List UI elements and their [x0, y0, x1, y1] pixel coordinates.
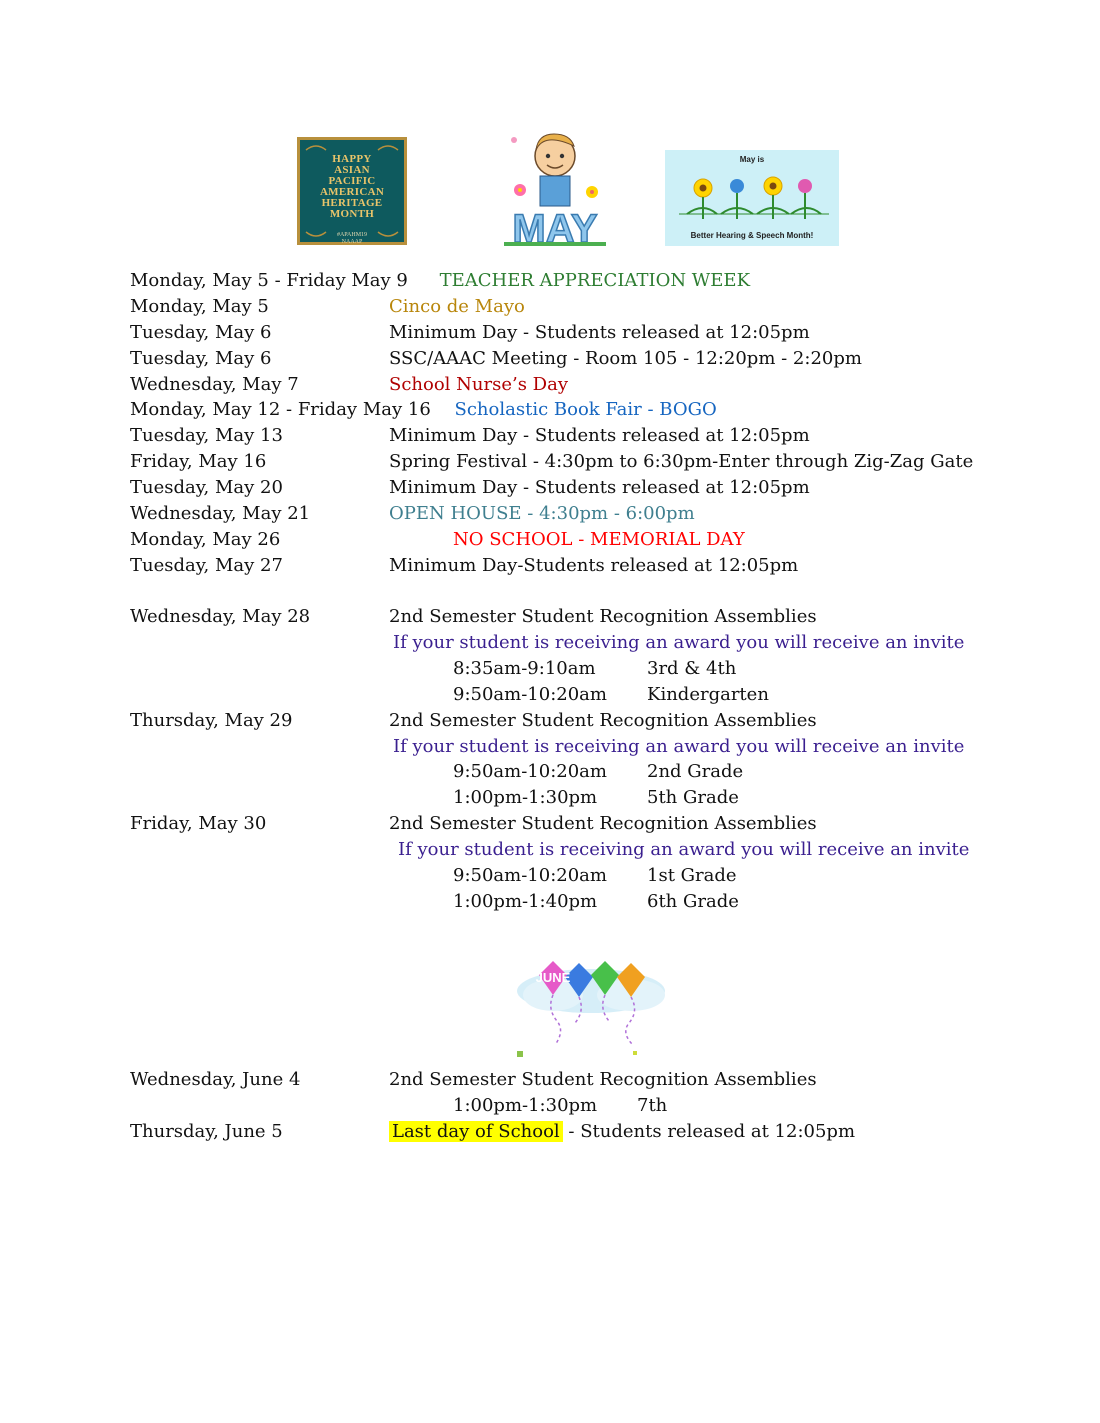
- assembly-title: 2nd Semester Student Recognition Assemblies: [389, 606, 817, 627]
- event-name: NO SCHOOL - MEMORIAL DAY: [453, 529, 745, 550]
- last-day-date: Thursday, June 5: [130, 1121, 283, 1142]
- event-date: Tuesday, May 13: [130, 425, 283, 446]
- assembly-date: Friday, May 30: [130, 813, 267, 834]
- ornament-icon: [300, 140, 404, 242]
- event-row: [130, 423, 1030, 449]
- event-date: Monday, May 5: [130, 296, 269, 317]
- june-assembly-date: Wednesday, June 4: [130, 1069, 301, 1090]
- assembly-slot-grade: 3rd & 4th: [647, 658, 737, 679]
- june-word: JUNE: [535, 970, 571, 985]
- apahm-image: [297, 137, 407, 245]
- assembly-row: [130, 811, 1030, 837]
- event-date: Tuesday, May 6: [130, 322, 272, 343]
- june-assembly-grade: 7th: [637, 1095, 668, 1116]
- event-date: Wednesday, May 21: [130, 503, 311, 524]
- event-row: [130, 475, 1030, 501]
- apahm-title: HAPPY ASIAN PACIFIC AMERICAN HERITAGE MONTH: [319, 153, 385, 220]
- hearing-top-text: May is: [739, 155, 765, 164]
- event-name: Spring Festival - 4:30pm to 6:30pm-Enter through Zig-Zag Gate: [389, 451, 974, 472]
- event-row: [130, 501, 1030, 527]
- assembly-title: 2nd Semester Student Recognition Assemblies: [389, 710, 817, 731]
- assembly-slot-time: 9:50am-10:20am: [453, 865, 607, 886]
- event-date: Tuesday, May 27: [130, 555, 283, 576]
- june-assembly-row: [130, 1067, 1030, 1093]
- event-name: Minimum Day - Students released at 12:05pm: [389, 425, 810, 446]
- hearing-speech-image: [665, 150, 839, 246]
- event-row: [130, 294, 1030, 320]
- event-row: [130, 553, 1030, 579]
- event-name: Minimum Day - Students released at 12:05pm: [389, 322, 810, 343]
- june-assembly-title: 2nd Semester Student Recognition Assemblies: [389, 1069, 817, 1090]
- apahm-tags: #APAHM19 NAAAP: [336, 232, 368, 245]
- event-date: Friday, May 16: [130, 451, 267, 472]
- assembly-slot-grade: 1st Grade: [647, 865, 737, 886]
- assembly-date: Thursday, May 29: [130, 710, 293, 731]
- assembly-row: [130, 604, 1030, 630]
- event-name: TEACHER APPRECIATION WEEK: [439, 270, 751, 291]
- event-row: [130, 372, 1030, 398]
- event-date: Monday, May 26: [130, 529, 281, 550]
- event-row: [130, 346, 1030, 372]
- may-boy-clipart: [500, 130, 610, 248]
- event-row: [130, 268, 750, 294]
- event-row: [130, 320, 1030, 346]
- event-date: Monday, May 12 - Friday May 16: [130, 399, 431, 420]
- event-date: Monday, May 5 - Friday May 9: [130, 270, 408, 291]
- assembly-date: Wednesday, May 28: [130, 606, 311, 627]
- last-day-rest: - Students released at 12:05pm: [562, 1121, 856, 1142]
- hearing-bottom-text: Better Hearing & Speech Month!: [690, 231, 814, 240]
- event-row: [130, 397, 717, 423]
- event-name: Cinco de Mayo: [389, 296, 525, 317]
- event-name: Scholastic Book Fair - BOGO: [454, 399, 717, 420]
- june-kites-clipart: [513, 955, 669, 1063]
- last-day-highlight: Last day of School: [389, 1121, 563, 1142]
- assembly-note: If your student is receiving an award you will receive an invite: [393, 736, 965, 757]
- assembly-slot-grade: 5th Grade: [647, 787, 739, 808]
- event-name: SSC/AAAC Meeting - Room 105 - 12:20pm - 2:20pm: [389, 348, 862, 369]
- last-day-row: [130, 1119, 1030, 1145]
- assembly-slot-time: 9:50am-10:20am: [453, 684, 607, 705]
- svg-text:MAY: MAY: [512, 207, 598, 248]
- assembly-slot-time: 1:00pm-1:30pm: [453, 787, 598, 808]
- event-row: [130, 527, 1030, 553]
- assembly-note: If your student is receiving an award you will receive an invite: [398, 839, 970, 860]
- assembly-slot-grade: 2nd Grade: [647, 761, 744, 782]
- june-assembly-time: 1:00pm-1:30pm: [453, 1095, 598, 1116]
- event-date: Tuesday, May 6: [130, 348, 272, 369]
- assembly-slot-grade: 6th Grade: [647, 891, 739, 912]
- event-name: School Nurse’s Day: [389, 374, 569, 395]
- assembly-note: If your student is receiving an award you will receive an invite: [393, 632, 965, 653]
- event-name: Minimum Day-Students released at 12:05pm: [389, 555, 799, 576]
- assembly-row: [130, 708, 1030, 734]
- assembly-slot-time: 1:00pm-1:40pm: [453, 891, 598, 912]
- assembly-slot-time: 9:50am-10:20am: [453, 761, 607, 782]
- event-row: [130, 449, 1030, 475]
- event-name: OPEN HOUSE - 4:30pm - 6:00pm: [389, 503, 695, 524]
- event-name: Minimum Day - Students released at 12:05pm: [389, 477, 810, 498]
- event-date: Tuesday, May 20: [130, 477, 283, 498]
- assembly-slot-time: 8:35am-9:10am: [453, 658, 596, 679]
- assembly-slot-grade: Kindergarten: [647, 684, 769, 705]
- assembly-title: 2nd Semester Student Recognition Assemblies: [389, 813, 817, 834]
- event-date: Wednesday, May 7: [130, 374, 299, 395]
